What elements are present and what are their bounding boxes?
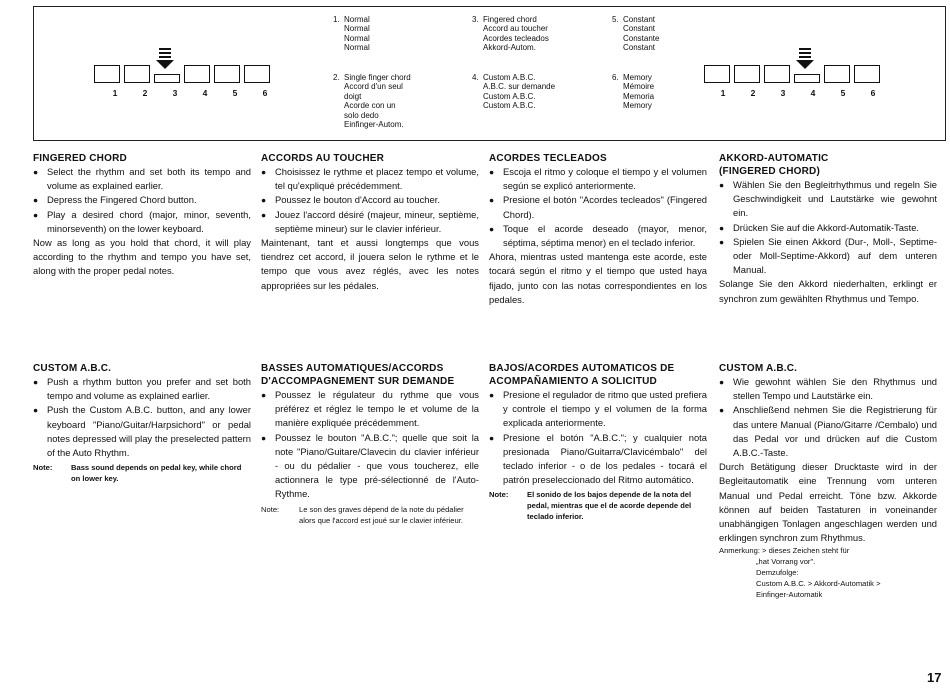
mode-button-1	[704, 65, 730, 83]
section-title-line2: ACOMPAÑAMIENTO A SOLICITUD	[489, 376, 657, 387]
note: Note: El sonido de los bajos depende de la nota del pedal, mientras que el de acorde depende del teclado inferior.	[489, 490, 692, 522]
custom-abc-fr	[261, 362, 479, 526]
list-item: ● Push the Custom A.B.C. button, and any lower keyboard "Piano/Guitar/Harpsichord" or pedal notes depressed will play the preselected pattern of the Auto Rhythm.	[33, 403, 251, 460]
mode-1: 1. Normal Normal Normal Normal	[333, 15, 370, 53]
body-paragraph: Ahora, mientras usted mantenga este acorde, este tocará según el ritmo y el tiempo que usted haya fijado, junto con las notas correspondientes en los pedales.	[489, 251, 707, 305]
body-paragraph: Solange Sie den Akkord niederhalten, erklingt er synchron zum gewählten Rhythmus und Tempo.	[719, 278, 937, 304]
custom-abc-en	[33, 362, 251, 484]
mode-5: 5. Constant Constant Constante Constant	[612, 15, 660, 53]
button-row-right	[704, 65, 884, 83]
list-item: ● Anschließend nehmen Sie die Registrierung für das untere Manual (Piano/Gitarre /Cembalo) und das Pedal vor und drücken auf die Custom A.B.C.-Taste.	[719, 403, 937, 460]
mode-3: 3. Fingered chord Accord au toucher Acordes tecleados Akkord-Autom.	[472, 15, 549, 53]
list-item: ● Poussez le bouton d'Accord au toucher.	[261, 193, 479, 207]
list-item: ● Push a rhythm button you prefer and set both tempo and volume as explained earlier.	[33, 375, 251, 403]
section-title: ACCORDS AU TOUCHER	[261, 153, 385, 164]
bullet-list	[33, 165, 251, 236]
section-title: AKKORD-AUTOMATIC	[719, 153, 829, 164]
fingered-chord-de	[719, 152, 937, 306]
mode-button-1	[94, 65, 120, 83]
list-item: ● Presione el botón "Acordes tecleados" (Fingered Chord).	[489, 193, 707, 221]
bullet-list	[489, 165, 707, 250]
bullet-list	[261, 165, 479, 236]
section-title: FINGERED CHORD	[33, 153, 127, 164]
bullet-list	[33, 375, 251, 460]
list-item: ● Drücken Sie auf die Akkord-Automatik-Taste.	[719, 221, 937, 235]
list-item: ● Select the rhythm and set both its tempo and volume as explained earlier.	[33, 165, 251, 193]
list-item: ● Presione el regulador de ritmo que usted prefiera y controle el tiempo y el volumen de la forma explicada anteriormente.	[489, 388, 707, 431]
mode-6: 6. Memory Mémoire Memoria Memory	[612, 73, 655, 111]
section-subtitle: (FINGERED CHORD)	[719, 166, 820, 177]
button-numbers-right: 1 2 3 4 5 6	[720, 88, 876, 98]
mode-2: 2. Single finger chord Accord d'un seul doigt Acorde con un solo dedo Einfinger-Autom.	[333, 73, 411, 130]
list-item: ● Spielen Sie einen Akkord (Dur-, Moll-, Septime- oder Moll-Septime-Akkord) auf dem unteren Manual.	[719, 235, 937, 278]
mode-button-4	[184, 65, 210, 83]
section-title: CUSTOM A.B.C.	[33, 363, 112, 374]
body-paragraph: Now as long as you hold that chord, it will play according to the rhythm and tempo you have set, along with the proper pedal notes.	[33, 237, 251, 277]
bullet-list	[719, 375, 937, 460]
button-numbers-left: 1 2 3 4 5 6	[112, 88, 268, 98]
list-item: ● Wählen Sie den Begleitrhythmus und regeln Sie Geschwindigkeit und Lautstärke wie gewohnt ein.	[719, 178, 937, 221]
list-item: ● Depress the Fingered Chord button.	[33, 193, 251, 207]
mode-button-5	[824, 65, 850, 83]
annotation-note: Anmerkung: > dieses Zeichen steht für „hat Vorrang vor". Demzufolge: Custom A.B.C. > Akkord-Automatik > Einfinger-Automatik	[719, 546, 881, 600]
mode-button-3-pressed	[154, 74, 180, 83]
body-paragraph: Durch Betätigung dieser Drucktaste wird in der Begleitautomatik eine Trennung vom unteren Manual und Pedal erreicht. Töne bzw. Akkorde können auf beiden Tastaturen in voneinander unabhängigen Tonlagen angeschlagen werden und erklingen synchron zum Rhythmus.	[719, 461, 937, 544]
mode-4: 4. Custom A.B.C. A.B.C. sur demande Custom A.B.C. Custom A.B.C.	[472, 73, 556, 111]
list-item: ● Poussez le bouton "A.B.C."; quelle que soit la note "Piano/Guitare/Clavecin du clavier inférieur - ou du pédalier - que vous toucherez, elle actionnera le type pré-sélectionné de l'Auto-Rythme.	[261, 431, 479, 502]
section-title: CUSTOM A.B.C.	[719, 363, 798, 374]
list-item: ● Poussez le régulateur du rythme que vous préférez et réglez le tempo le et volume de la manière expliquée précédemment.	[261, 388, 479, 431]
custom-abc-de	[719, 362, 937, 600]
note: Note: Bass sound depends on pedal key, while chord on lower key.	[33, 463, 242, 484]
note: Note: Le son des graves dépend de la note du pédalier alors que l'accord est joué sur le clavier inférieur.	[261, 504, 464, 525]
body-paragraph: Maintenant, tant et aussi longtemps que vous tiendrez cet accord, il jouera selon le rythme et le tempo que vous avez réglés, avec les notes appropriées sur les pédales.	[261, 237, 479, 291]
mode-button-2	[734, 65, 760, 83]
mode-button-3	[764, 65, 790, 83]
mode-button-6	[854, 65, 880, 83]
fingered-chord-en	[33, 152, 251, 279]
section-title: BAJOS/ACORDES AUTOMATICOS DE	[489, 363, 675, 374]
fingered-chord-es	[489, 152, 707, 307]
list-item: ● Choisissez le rythme et placez tempo et volume, tel qu'expliqué précédemment.	[261, 165, 479, 193]
bullet-list	[261, 388, 479, 502]
mode-button-5	[214, 65, 240, 83]
bullet-list	[489, 388, 707, 487]
bullet-list	[719, 178, 937, 277]
custom-abc-es	[489, 362, 707, 522]
mode-button-4-pressed	[794, 74, 820, 83]
page-number: 17	[927, 670, 942, 685]
fingered-chord-fr	[261, 152, 479, 293]
list-item: ● Wie gewohnt wählen Sie den Rhythmus und stellen Tempo und Lautstärke ein.	[719, 375, 937, 403]
button-row-left	[94, 65, 274, 83]
list-item: ● Escoja el ritmo y coloque el tiempo y el volumen según se explicó anteriormente.	[489, 165, 707, 193]
list-item: ● Play a desired chord (major, minor, seventh, minorseventh) on the lower keyboard.	[33, 208, 251, 236]
mode-diagram	[33, 6, 946, 141]
list-item: ● Toque el acorde deseado (mayor, menor, séptima, séptima menor) en el teclado inferior.	[489, 222, 707, 250]
list-item: ● Jouez l'accord désiré (majeur, mineur, septième, septième mineur) sur le clavier inférieur.	[261, 208, 479, 236]
section-title-line2: D'ACCOMPAGNEMENT SUR DEMANDE	[261, 376, 455, 387]
section-title: BASSES AUTOMATIQUES/ACCORDS	[261, 363, 444, 374]
list-item: ● Presione el botón "A.B.C."; y cualquier nota presionada Piano/Guitarra/Clavicémbalo" del teclado inferior - o de los pedales - tocará el patrón preseleccionado del Ritmo automático.	[489, 431, 707, 488]
mode-button-2	[124, 65, 150, 83]
section-title: ACORDES TECLEADOS	[489, 153, 607, 164]
mode-button-6	[244, 65, 270, 83]
